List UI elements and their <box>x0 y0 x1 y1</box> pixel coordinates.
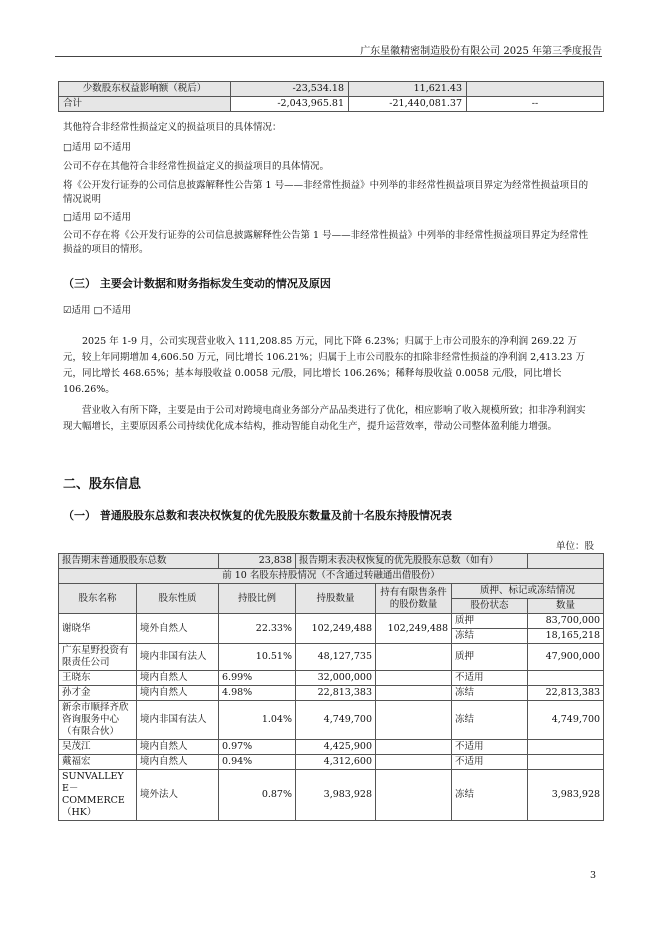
share-status: 质押 <box>452 644 528 671</box>
header-name: 股东名称 <box>59 584 137 614</box>
note-cell: -- <box>467 97 604 112</box>
table-row <box>59 755 604 770</box>
page-header <box>55 42 602 57</box>
applicability-checkbox: ☑适用 □不适用 <box>63 305 132 316</box>
status-amount: 47,900,000 <box>528 644 604 671</box>
row-label: 合计 <box>59 97 231 112</box>
shareholder-nature: 境内自然人 <box>137 755 219 770</box>
applicability-checkbox: □适用 ☑不适用 <box>63 212 132 223</box>
paragraph: 公司不存在其他符合非经常性损益定义的损益项目的具体情况。 <box>63 161 330 172</box>
non-recurring-items-table <box>58 81 604 112</box>
table-row <box>59 644 604 671</box>
pref-value <box>528 554 604 569</box>
header-status: 股份状态 <box>452 599 528 614</box>
paragraph: 营业收入有所下降，主要是由于公司对跨境电商业务部分产品品类进行了优化，相应影响了收入规模所致；扣非净利润实现大幅增长，主要原因系公司持续优化成本结构，推动智能自动化生产，提升运营效率，带动公司整体盈利能力增强。 <box>63 405 586 432</box>
summary-value: 23,838 <box>219 554 296 569</box>
ytd-value: 11,621.43 <box>349 82 467 97</box>
shareholder-name: SUNVALLEY E－COMMERCE（HK） <box>59 770 137 821</box>
status-amount: 83,700,000 <box>528 614 604 629</box>
share-status: 冻结 <box>452 701 528 740</box>
shareholding-ratio: 10.51% <box>219 644 296 671</box>
shareholders-table <box>58 553 604 821</box>
shareholder-nature: 境内自然人 <box>137 671 219 686</box>
current-period-value: -23,534.18 <box>231 82 349 97</box>
ytd-value: -21,440,081.37 <box>349 97 467 112</box>
status-amount <box>528 755 604 770</box>
paragraph: 将《公开发行证券的公司信息披露解释性公告第 1 号——非经常性损益》中列举的非经常性损益项目界定为经常性损益项目的情况说明 <box>63 180 589 205</box>
shareholding-ratio: 0.87% <box>219 770 296 821</box>
shareholder-name: 新余市顺择齐欣咨询服务中心（有限合伙） <box>59 701 137 740</box>
shareholding-qty: 22,813,383 <box>296 686 376 701</box>
restricted-qty <box>376 701 452 740</box>
restricted-qty <box>376 755 452 770</box>
paragraph: 公司不存在将《公开发行证券的公司信息披露解释性公告第 1 号——非经常性损益》中列举的非经常性损益项目界定为经常性损益的项目的情形。 <box>63 230 589 255</box>
header-title: 广东星徽精密制造股份有限公司 2025 年第三季度报告 <box>360 46 602 57</box>
shareholder-nature: 境内自然人 <box>137 686 219 701</box>
header-ratio: 持股比例 <box>219 584 296 614</box>
top10-title-row <box>59 569 604 584</box>
table-row <box>59 82 604 97</box>
unit-label: 单位：股 <box>555 541 594 552</box>
shareholder-name: 谢晓华 <box>59 614 137 644</box>
shareholding-qty: 4,749,700 <box>296 701 376 740</box>
shareholder-nature: 境外法人 <box>137 770 219 821</box>
paragraph: 2025 年 1-9 月，公司实现营业收入 111,208.85 万元，同比下降 6.23%；归属于上市公司股东的净利润 269.22 万元，较上年同期增加 4,606.50 万元，同比增长 106.21%；归属于上市公司股东的扣除非经常性损益的净利润 2,413.23 万元，同比增长 468.65%；基本每股收益 0.0058 元/股，同比增长 106.26%；稀释每股收益 0.0058 元/股，同比增长 106.26%。 <box>63 336 585 395</box>
shareholding-ratio: 4.98% <box>219 686 296 701</box>
shareholding-qty: 48,127,735 <box>296 644 376 671</box>
header-row <box>59 584 604 599</box>
share-status: 冻结 <box>452 770 528 821</box>
current-period-value: -2,043,965.81 <box>231 97 349 112</box>
shareholding-qty: 4,312,600 <box>296 755 376 770</box>
shareholding-ratio: 1.04% <box>219 701 296 740</box>
status-amount: 18,165,218 <box>528 629 604 644</box>
shareholder-name: 广东星野投资有限责任公司 <box>59 644 137 671</box>
share-status: 冻结 <box>452 629 528 644</box>
header-restricted: 持有有限售条件的股份数量 <box>376 584 452 614</box>
shareholder-name: 孙才金 <box>59 686 137 701</box>
table-row <box>59 686 604 701</box>
shareholder-nature: 境内非国有法人 <box>137 644 219 671</box>
table-row <box>59 614 604 629</box>
summary-row <box>59 554 604 569</box>
status-amount <box>528 740 604 755</box>
shareholding-qty: 32,000,000 <box>296 671 376 686</box>
share-status: 冻结 <box>452 686 528 701</box>
shareholder-nature: 境外自然人 <box>137 614 219 644</box>
restricted-qty <box>376 686 452 701</box>
status-amount: 4,749,700 <box>528 701 604 740</box>
restricted-qty <box>376 671 452 686</box>
share-status: 质押 <box>452 614 528 629</box>
restricted-qty <box>376 740 452 755</box>
restricted-qty <box>376 644 452 671</box>
header-qty: 持股数量 <box>296 584 376 614</box>
shareholder-name: 王晓东 <box>59 671 137 686</box>
page-number: 3 <box>589 870 596 881</box>
status-amount: 22,813,383 <box>528 686 604 701</box>
status-amount: 3,983,928 <box>528 770 604 821</box>
paragraph: 其他符合非经常性损益定义的损益项目的具体情况： <box>63 122 282 133</box>
shareholding-ratio: 0.97% <box>219 740 296 755</box>
table-row <box>59 740 604 755</box>
share-status: 不适用 <box>452 755 528 770</box>
shareholding-ratio: 22.33% <box>219 614 296 644</box>
subsection-heading: （一） 普通股股东总数和表决权恢复的优先股股东数量及前十名股东持股情况表 <box>63 509 452 522</box>
header-nature: 股东性质 <box>137 584 219 614</box>
shareholding-ratio: 0.94% <box>219 755 296 770</box>
status-amount <box>528 671 604 686</box>
shareholding-qty: 4,425,900 <box>296 740 376 755</box>
applicability-checkbox: □适用 ☑不适用 <box>63 142 132 153</box>
table-row <box>59 770 604 821</box>
restricted-qty <box>376 770 452 821</box>
table-row <box>59 671 604 686</box>
shareholder-name: 戴福宏 <box>59 755 137 770</box>
section-heading: 二、股东信息 <box>63 477 142 492</box>
table-row <box>59 701 604 740</box>
table-row <box>59 97 604 112</box>
restricted-qty: 102,249,488 <box>376 614 452 644</box>
row-label: 少数股东权益影响额（税后） <box>59 82 231 97</box>
shareholder-nature: 境内自然人 <box>137 740 219 755</box>
pref-label: 报告期末表决权恢复的优先股股东总数（如有） <box>296 554 528 569</box>
shareholder-nature: 境内非国有法人 <box>137 701 219 740</box>
summary-label: 报告期末普通股股东总数 <box>59 554 219 569</box>
shareholder-name: 吴茂江 <box>59 740 137 755</box>
share-status: 不适用 <box>452 740 528 755</box>
header-amount: 数量 <box>528 599 604 614</box>
section-heading: （三） 主要会计数据和财务指标发生变动的情况及原因 <box>63 277 331 290</box>
note-cell <box>467 82 604 97</box>
share-status: 不适用 <box>452 671 528 686</box>
header-pledge: 质押、标记或冻结情况 <box>452 584 604 599</box>
shareholding-qty: 3,983,928 <box>296 770 376 821</box>
top10-title: 前 10 名股东持股情况（不含通过转融通出借股份） <box>59 569 604 584</box>
shareholding-ratio: 6.99% <box>219 671 296 686</box>
shareholding-qty: 102,249,488 <box>296 614 376 644</box>
